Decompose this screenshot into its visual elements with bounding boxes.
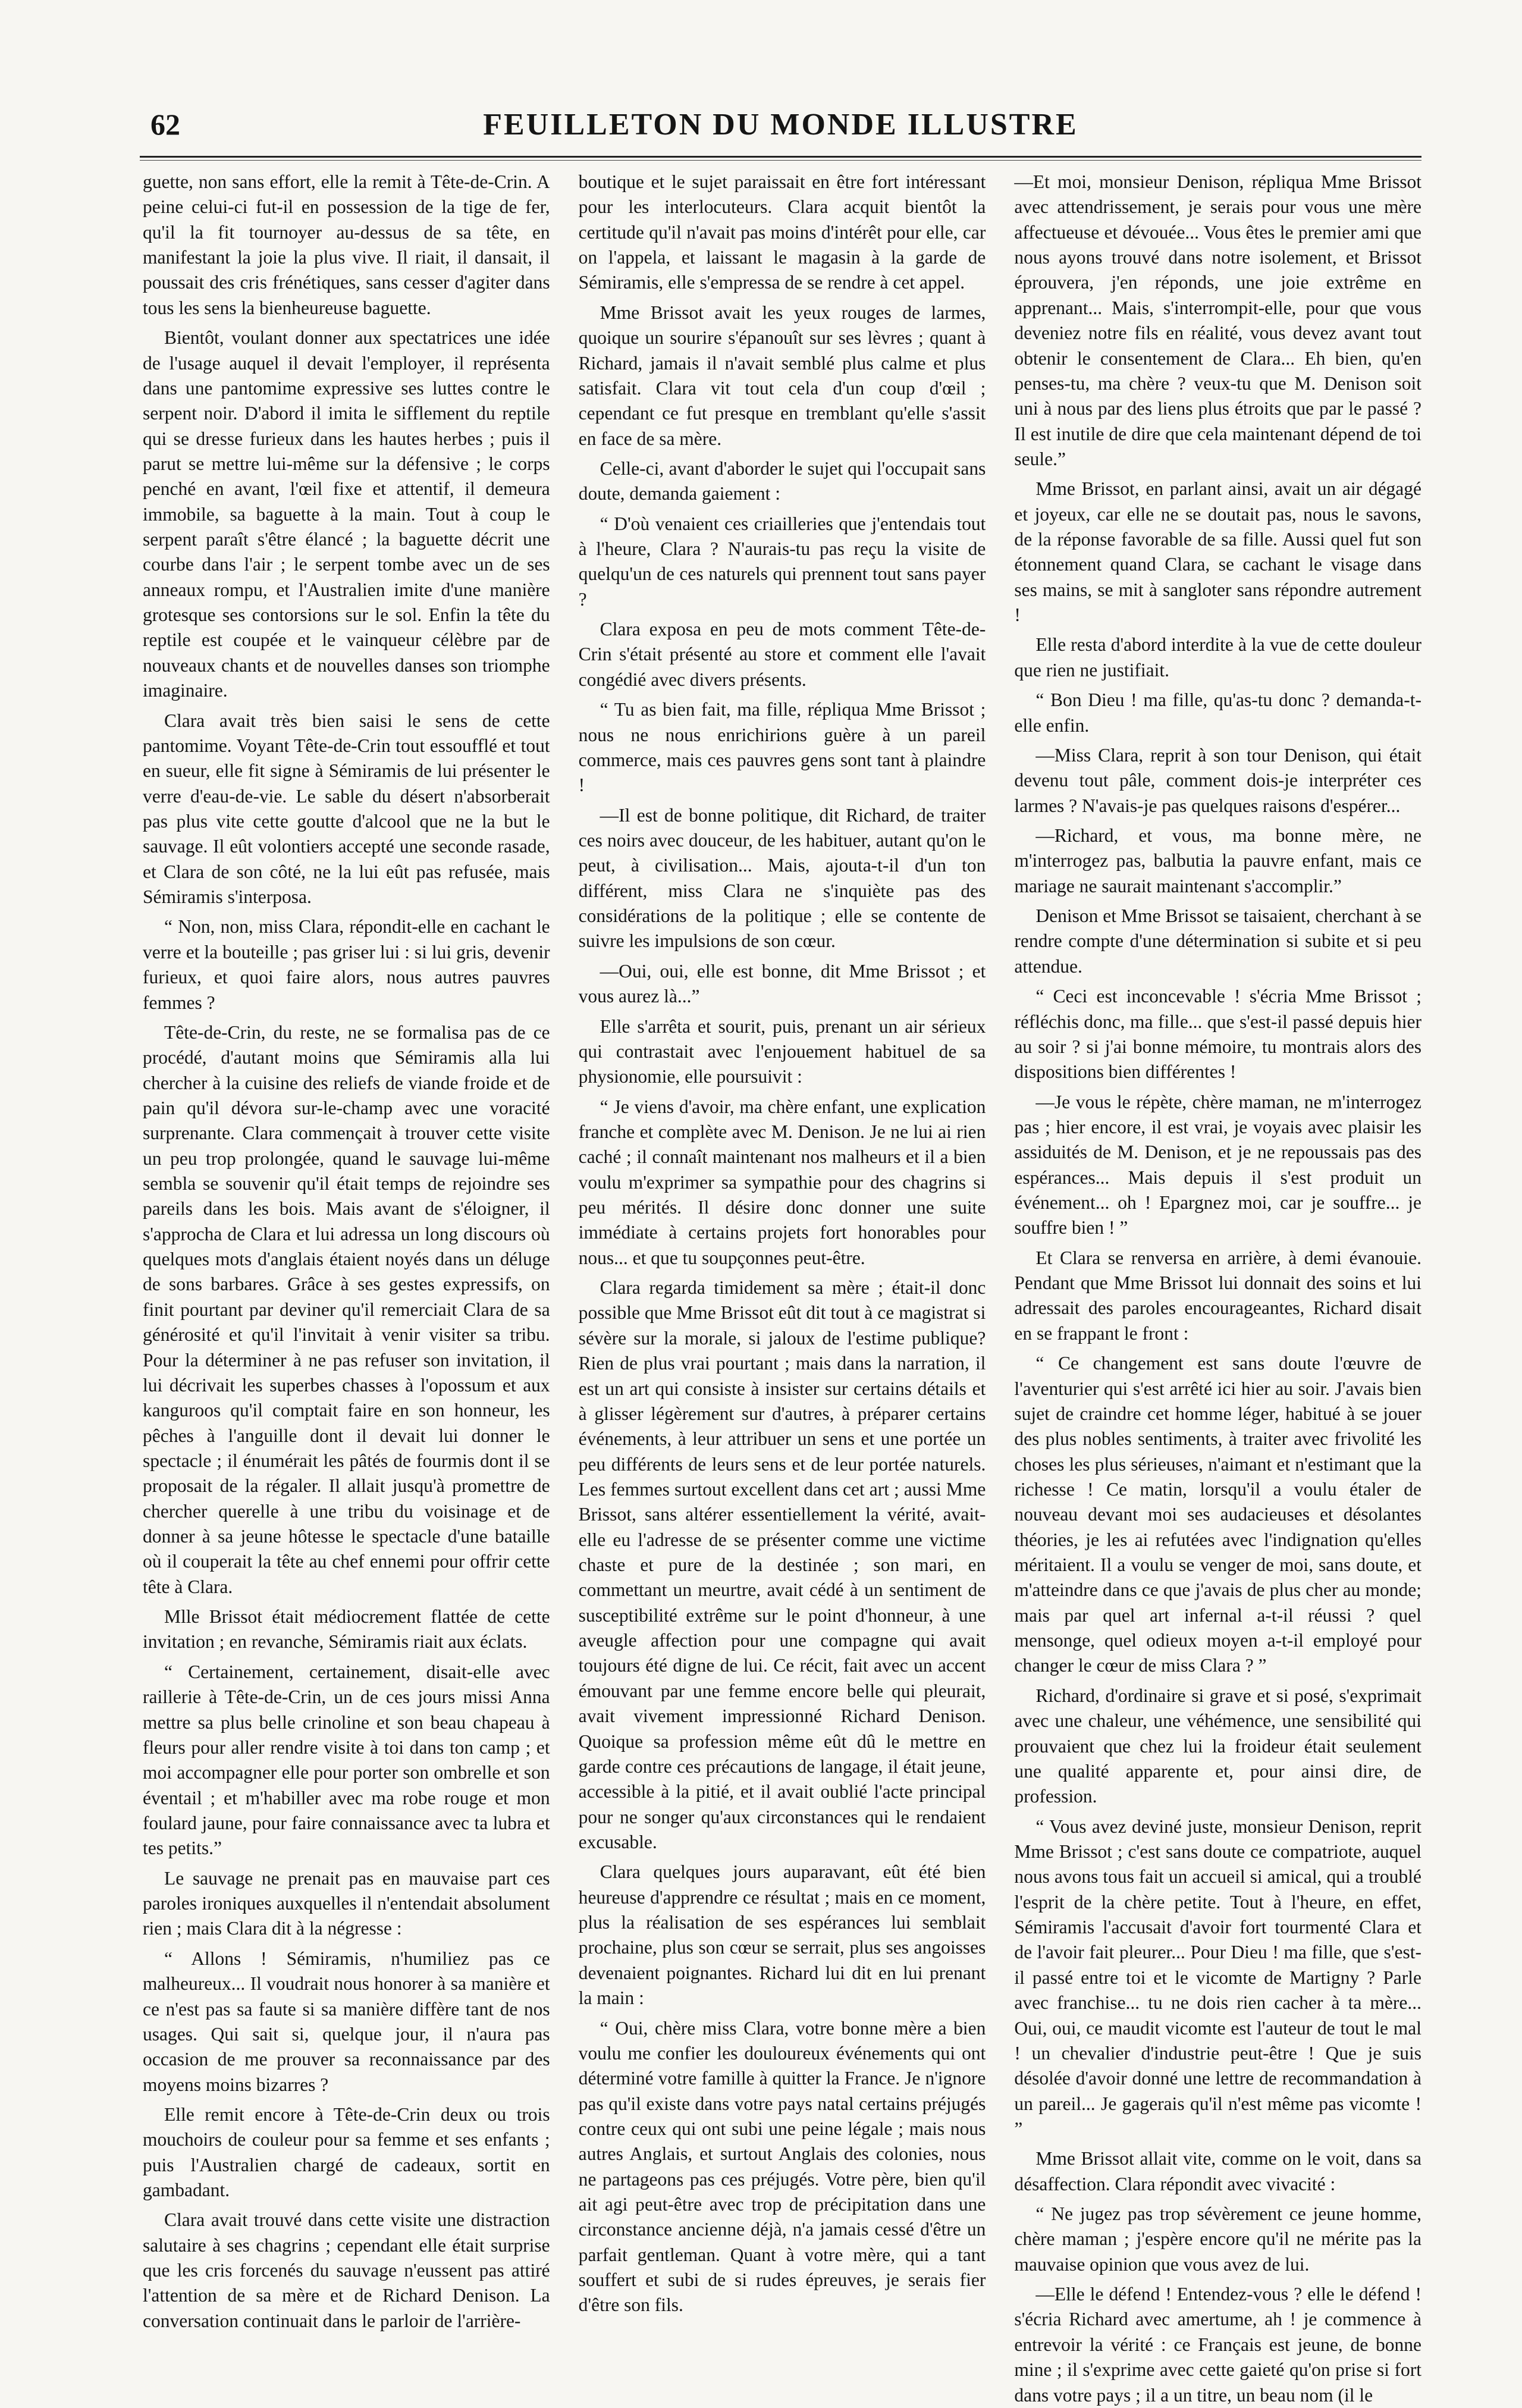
paragraph: —Et moi, monsieur Denison, répliqua Mme Brissot avec attendrissement, je serais pour vous une mère affectueuse et dévouée... Vous êtes le premier ami que nous ayons trouvé dans notre isolement, et Brissot éprouvera, j'en réponds, une joie extrême en apprenant... Mais, s'interrompit-elle, pour que vous deveniez notre fils en réalité, vous devez avant tout obtenir le consentement de Clara... Eh bien, qu'en penses-tu, ma chère ? veux-tu que M. Denison soit uni à nous par des liens plus étroits que par le passé ? Il est inutile de dire que cela maintenant dépend de toi seule.” bbox=[1014, 171, 1422, 469]
paragraph: Et Clara se renversa en arrière, à demi évanouie. Pendant que Mme Brissot lui donnait des soins et lui adressait des paroles encourageantes, Richard disait en se frappant le front : bbox=[1014, 1247, 1422, 1344]
paragraph: —Miss Clara, reprit à son tour Denison, qui était devenu tout pâle, comment dois-je interpréter ces larmes ? N'avais-je pas quelques raisons d'espérer... bbox=[1014, 744, 1422, 816]
paragraph: —Je vous le répète, chère maman, ne m'interrogez pas ; hier encore, il est vrai, je voyais avec plaisir les assiduités de M. Denison, et je ne repoussais pas des espérances... Mais depuis il s'est produit un événement... oh ! Epargnez moi, car je souffre... je souffre bien ! ” bbox=[1014, 1091, 1422, 1239]
paragraph: Bientôt, voulant donner aux spectatrices une idée de l'usage auquel il devait l'employer, il représenta dans une pantomime expressive ses luttes contre le serpent noir. D'abord il imita le sifflement du reptile qui se dresse furieux dans les hautes herbes ; puis il parut se mettre lui-même sur la défensive ; le corps penché en avant, l'œil fixe et attentif, il demeura immobile, sa baguette à la main. Tout à coup le serpent paraît s'être élancé ; la baguette décrit une courbe dans l'air ; le serpent tombe avec un de ses anneaux rompu, et l'Australien imite d'une manière grotesque ses contorsions sur le sol. Enfin la tête du reptile est coupée et le vainqueur célèbre par de nouveaux chants et de nouvelles danses son triomphe imaginaire. bbox=[143, 327, 550, 701]
paragraph: Celle-ci, avant d'aborder le sujet qui l'occupait sans doute, demanda gaiement : bbox=[578, 457, 986, 504]
paragraph: “ Oui, chère miss Clara, votre bonne mère a bien voulu me confier les douloureux événements qui ont déterminé votre famille à quitter la France. Je n'ignore pas qu'il existe dans votre pays natal certains préjugés contre ceux qui ont subi une peine légale ; mais nous autres Anglais, et surtout Anglais des colonies, nous ne partageons pas ces préjugés. Votre père, bien qu'il ait agi peut-être avec trop de précipitation dans une circonstance ancienne déjà, n'a jamais cessé d'être un parfait gentleman. Quant à votre mère, qui a tant souffert et subi de si rudes épreuves, je serais fier d'être son fils. bbox=[578, 2017, 986, 2316]
paragraph: Denison et Mme Brissot se taisaient, cherchant à se rendre compte d'une détermination si subite et si peu attendue. bbox=[1014, 905, 1422, 977]
paragraph: boutique et le sujet paraissait en être fort intéressant pour les interlocuteurs. Clara acquit bientôt la certitude qu'il n'avait pas moins d'intérêt pour elle, car on l'appela, et laissant le magasin à la garde de Sémiramis, elle s'empressa de se rendre à cet appel. bbox=[578, 171, 986, 293]
paragraph: Mme Brissot, en parlant ainsi, avait un air dégagé et joyeux, car elle ne se doutait pas, nous le savons, de la réponse favorable de sa fille. Aussi quel fut son étonnement quand Clara, se cachant le visage dans ses mains, se mit à sangloter sans répondre autrement ! bbox=[1014, 478, 1422, 626]
paragraph: Clara regarda timidement sa mère ; était-il donc possible que Mme Brissot eût dit tout à ce magistrat si sévère sur la morale, si jaloux de l'estime publique? Rien de plus vrai pourtant ; mais dans la narration, il est un art qui consiste à insister sur certains détails et à glisser légèrement sur d'autres, à préparer certains événements, à leur attribuer un sens et une portée un peu différents de leurs sens et de leur portée naturels. Les femmes surtout excellent dans cet art ; aussi Mme Brissot, sans altérer essentiellement la vérité, avait-elle eu l'adresse de se présenter comme une victime chaste et pure de la destinée ; son mari, en commettant un meurtre, avait cédé à un sentiment de susceptibilité extrême sur le point d'honneur, à une aveugle affection pour une compagne qui avait toujours été digne de lui. Ce récit, fait avec un accent émouvant par une femme encore belle qui pleurait, avait vivement impressionné Richard Denison. Quoique sa profession même eût dû le mettre en garde contre ces précautions de langage, il était jeune, accessible à la pitié, et il avait oublié l'acte principal pour ne songer qu'aux circonstances qui le rendaient excusable. bbox=[578, 1277, 986, 1852]
paragraph: Clara avait très bien saisi le sens de cette pantomime. Voyant Tête-de-Crin tout essoufflé et tout en sueur, elle fit signe à Sémiramis de lui présenter le verre d'eau-de-vie. Le sable du désert n'absorberait pas plus vite cette goutte d'alcool que ne la but le sauvage. Il eût volontiers accepté une seconde rasade, et Clara de son côté, ne la lui eût pas refusée, mais Sémiramis s'interposa. bbox=[143, 710, 550, 908]
running-title: FEUILLETON DU MONDE ILLUSTRE bbox=[483, 108, 1078, 142]
paragraph: Elle resta d'abord interdite à la vue de cette douleur que rien ne justifiait. bbox=[1014, 634, 1422, 681]
paragraph: —Oui, oui, elle est bonne, dit Mme Brissot ; et vous aurez là...” bbox=[578, 960, 986, 1007]
paragraph: Tête-de-Crin, du reste, ne se formalisa pas de ce procédé, d'autant moins que Sémiramis alla lui chercher à la cuisine des reliefs de viande froide et de pain qu'il dévora sur-le-champ avec une voracité surprenante. Clara commençait à trouver cette visite un peu trop prolongée, quand le sauvage lui-même sembla se souvenir qu'il était temps de rejoindre ses pareils dans les bois. Mais avant de s'éloigner, il s'approcha de Clara et lui adressa un long discours où quelques mots d'anglais étaient noyés dans un déluge de sons barbares. Grâce à ses gestes expressifs, on finit pourtant par deviner qu'il remerciait Clara de sa générosité et qu'il l'invitait à venir visiter sa tribu. Pour la déterminer à ne pas refuser son invitation, il lui décrivait les superbes chasses à l'opossum et aux kanguroos qu'il comptait faire en son honneur, les pêches à l'anguille dont il devait lui donner le spectacle ; il énumérait les pâtés de fourmis dont il se proposait de la régaler. Il allait jusqu'à promettre de chercher querelle à une tribu du voisinage et de donner à sa jeune hôtesse le spectacle d'une bataille où il couperait la tête au chef ennemi pour offrir cette tête à Clara. bbox=[143, 1021, 550, 1597]
paragraph: “ Ce changement est sans doute l'œuvre de l'aventurier qui s'est arrêté ici hier au soir. J'avais bien sujet de craindre cet homme léger, habitué à se jouer des plus nobles sentiments, à traiter avec frivolité les choses les plus sérieuses, n'aimant et n'estimant que la richesse ! Ce matin, lorsqu'il a voulu étaler de nouveau devant moi ses audacieuses et désolantes théories, je les ai refutées avec l'indignation qu'elles méritaient. Il a voulu se venger de moi, sans doute, et m'atteindre dans ce que j'avais de plus cher au monde; mais par quel art infernal a-t-il réussi ? quel mensonge, quel odieux moyen a-t-il employé pour changer le cœur de miss Clara ? ” bbox=[1014, 1353, 1422, 1676]
column-1 bbox=[143, 170, 550, 2331]
column-2 bbox=[578, 170, 986, 2316]
paragraph: Richard, d'ordinaire si grave et si posé, s'exprimait avec une chaleur, une véhémence, une sensibilité qui prouvaient que chez lui la froideur était seulement une qualité apparente et, pour ainsi dire, de profession. bbox=[1014, 1685, 1422, 1807]
paragraph: guette, non sans effort, elle la remit à Tête-de-Crin. A peine celui-ci fut-il en possession de la tige de fer, qu'il la fit tournoyer au-dessus de sa tête, en manifestant la joie la plus vive. Il riait, il dansait, il poussait des cris frénétiques, sans cesser d'agiter dans tous les sens la bienheureuse baguette. bbox=[143, 171, 550, 318]
article-columns bbox=[143, 170, 1422, 2406]
paragraph: Elle s'arrêta et sourit, puis, prenant un air sérieux qui contrastait avec l'enjouement habituel de sa physionomie, elle poursuivit : bbox=[578, 1015, 986, 1087]
paragraph: “ Bon Dieu ! ma fille, qu'as-tu donc ? demanda-t-elle enfin. bbox=[1014, 689, 1422, 736]
paragraph: Mme Brissot avait les yeux rouges de larmes, quoique un sourire s'épanouît sur ses lèvres ; quant à Richard, jamais il n'avait semblé plus calme et plus satisfait. Clara vit tout cela d'un coup d'œil ; cependant ce fut presque en tremblant qu'elle s'assit en face de sa mère. bbox=[578, 302, 986, 449]
header-rule bbox=[140, 156, 1421, 158]
paragraph: Elle remit encore à Tête-de-Crin deux ou trois mouchoirs de couleur pour sa femme et ses enfants ; puis l'Australien chargé de cadeaux, sortit en gambadant. bbox=[143, 2103, 550, 2201]
paragraph: “ Certainement, certainement, disait-elle avec raillerie à Tête-de-Crin, un de ces jours missi Anna mettre sa plus belle crinoline et son beau chapeau à fleurs pour aller rendre visite à toi dans ton camp ; et moi accompagner elle pour porter son ombrelle et son éventail ; et m'habiller avec ma robe rouge et mon foulard jaune, pour faire connaissance avec ta lubra et tes petits.” bbox=[143, 1661, 550, 1859]
paragraph: —Elle le défend ! Entendez-vous ? elle le défend ! s'écria Richard avec amertume, ah ! je commence à entrevoir la vérité : ce Français est jeune, de bonne mine ; il s'exprime avec cette gaieté qu'on prise si fort dans votre pays ; il a un titre, un beau nom (il le bbox=[1014, 2284, 1422, 2406]
paragraph: “ Allons ! Sémiramis, n'humiliez pas ce malheureux... Il voudrait nous honorer à sa manière et ce n'est pas sa faute si sa manière diffère tant de nos usages. Qui sait si, quelque jour, il n'aura pas occasion de me prouver sa reconnaissance par des moyens moins bizarres ? bbox=[143, 1948, 550, 2095]
paragraph: Mme Brissot allait vite, comme on le voit, dans sa désaffection. Clara répondit avec vivacité : bbox=[1014, 2148, 1422, 2194]
column-3 bbox=[1014, 170, 1422, 2406]
paragraph: “ Non, non, miss Clara, répondit-elle en cachant le verre et la bouteille ; pas griser lui : si lui gris, devenir furieux, et quoi faire alors, nous autres pauvres femmes ? bbox=[143, 916, 550, 1013]
paragraph: —Il est de bonne politique, dit Richard, de traiter ces noirs avec douceur, de les habituer, autant qu'on le peut, à civilisation... Mais, ajouta-t-il d'un ton différent, miss Clara ne s'inquiète pas des considérations de la politique ; elle se contente de suivre les impulsions de son cœur. bbox=[578, 804, 986, 952]
paragraph: Clara exposa en peu de mots comment Tête-de-Crin s'était présenté au store et comment elle l'avait congédié avec divers présents. bbox=[578, 619, 986, 690]
paragraph: “ Ne jugez pas trop sévèrement ce jeune homme, chère maman ; j'espère encore qu'il ne mérite pas la mauvaise opinion que vous avez de lui. bbox=[1014, 2203, 1422, 2275]
page-number: 62 bbox=[150, 108, 180, 141]
paragraph: “ Je viens d'avoir, ma chère enfant, une explication franche et complète avec M. Denison. Je ne lui ai rien caché ; il connaît maintenant nos malheurs et il a bien voulu m'exprimer sa sympathie pour des chagrins si peu mérités. Il désire donc donner une suite immédiate à certains projets fort honorables pour nous... et que tu soupçonnes peut-être. bbox=[578, 1096, 986, 1268]
paragraph: Le sauvage ne prenait pas en mauvaise part ces paroles ironiques auxquelles il n'entendait absolument rien ; mais Clara dit à la négresse : bbox=[143, 1867, 550, 1939]
header-rule-thin bbox=[140, 160, 1421, 161]
paragraph: —Richard, et vous, ma bonne mère, ne m'interrogez pas, balbutia la pauvre enfant, mais ce mariage ne saurait maintenant s'accomplir.” bbox=[1014, 824, 1422, 896]
paragraph: “ Tu as bien fait, ma fille, répliqua Mme Brissot ; nous ne nous enrichirions guère à un pareil commerce, mais ces pauvres gens sont tant à plaindre ! bbox=[578, 699, 986, 796]
paragraph: Clara quelques jours auparavant, eût été bien heureuse d'apprendre ce résultat ; mais en ce moment, plus la réalisation de ses espérances lui semblait prochaine, plus son cœur se serrait, plus ses angoisses devenaient poignantes. Richard lui dit en lui prenant la main : bbox=[578, 1861, 986, 2009]
paragraph: “ Vous avez deviné juste, monsieur Denison, reprit Mme Brissot ; c'est sans doute ce compatriote, auquel nous avons tous fait un accueil si amical, qui a troublé l'esprit de la chère petite. Tout à l'heure, en effet, Sémiramis l'accusait d'avoir fort tourmenté Clara et de l'avoir fait pleurer... Pour Dieu ! ma fille, que s'est-il passé entre toi et le vicomte de Martigny ? Parle avec franchise... tu ne dois rien cacher à ta mère... Oui, oui, ce maudit vicomte est l'auteur de tout le mal ! un chevalier d'industrie peut-être ! Que je suis désolée d'avoir donné une lettre de recommandation à un pareil... Je gagerais qu'il n'est même pas vicomte ! ” bbox=[1014, 1816, 1422, 2139]
paragraph: Mlle Brissot était médiocrement flattée de cette invitation ; en revanche, Sémiramis riait aux éclats. bbox=[143, 1606, 550, 1653]
page-header bbox=[140, 107, 1421, 149]
paragraph: “ D'où venaient ces criailleries que j'entendais tout à l'heure, Clara ? N'aurais-tu pas reçu la visite de quelqu'un de ces naturels qui prennent tout sans payer ? bbox=[578, 513, 986, 610]
paragraph: “ Ceci est inconcevable ! s'écria Mme Brissot ; réfléchis donc, ma fille... que s'est-il passé depuis hier au soir ? si j'ai bonne mémoire, tu montrais alors des dispositions bien différentes ! bbox=[1014, 986, 1422, 1083]
paragraph: Clara avait trouvé dans cette visite une distraction salutaire à ses chagrins ; cependant elle était surprise que les cris forcenés du sauvage n'eussent pas attiré l'attention de sa mère et de Richard Denison. La conversation continuait dans le parloir de l'arrière- bbox=[143, 2209, 550, 2331]
